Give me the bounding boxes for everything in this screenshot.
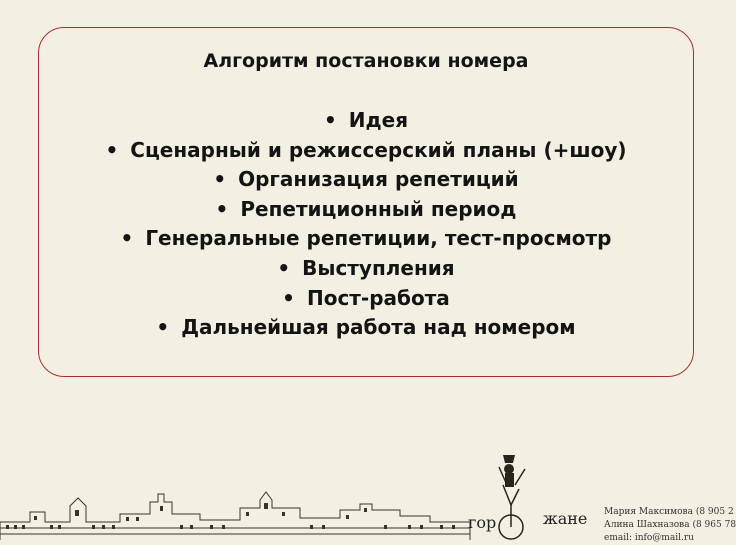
bullet-text: Репетиционный период [240,196,517,221]
bullet-icon: • [323,108,337,132]
bullet-icon: • [282,285,295,310]
bullet-item [38,195,694,225]
bullet-item [38,165,694,195]
bullet-icon: • [105,137,119,162]
bullet-icon: • [156,315,170,340]
bullet-text: Пост-работа [306,285,450,310]
bullet-item [38,313,694,343]
bullet-icon: • [120,226,134,251]
bullet-item [38,254,694,284]
bullet-item [38,224,694,254]
bullet-icon: • [277,255,291,280]
contact-line: email: info@mail.ru [604,533,694,543]
townscape-illustration [0,488,470,540]
bullet-text: Дальнейшая работа над номером [181,315,576,340]
bullet-item [38,284,694,314]
bullet-text: Генеральные репетиции, тест-просмотр [145,226,612,251]
bullet-text: Организация репетиций [238,167,519,192]
logo-text-right: жане [543,509,588,528]
bullet-item [38,136,694,166]
bullet-text: Сценарный и режиссерский планы (+шоу) [130,137,627,162]
bullet-text: Идея [348,108,409,132]
bullet-list [38,106,694,343]
slide-title: Алгоритм постановки номера [203,50,529,72]
bullet-text: Выступления [302,255,455,280]
contact-line: Алина Шахназова (8 965 78 [604,520,736,530]
bullet-icon: • [213,167,227,192]
bullet-item [38,106,694,136]
contacts-block [604,506,736,545]
logo-text-left: гор [468,513,497,532]
bullet-icon: • [215,196,229,221]
contact-line: Мария Максимова (8 905 2 [604,507,734,517]
